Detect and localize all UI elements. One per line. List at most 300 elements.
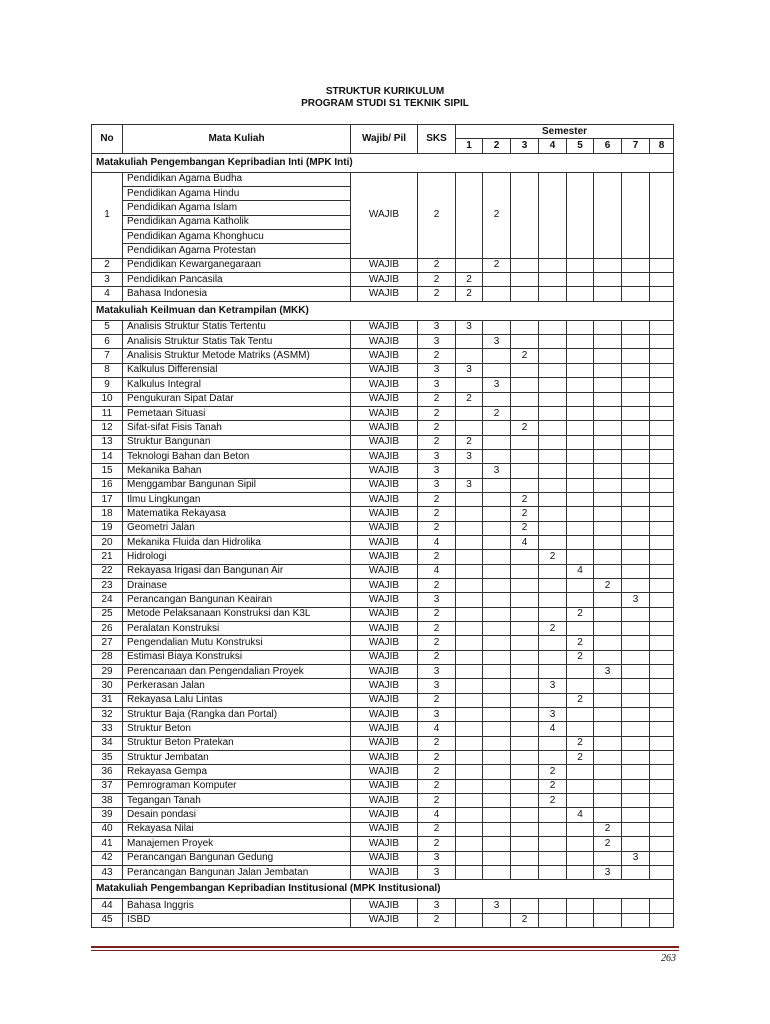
course-sks: 2 xyxy=(418,521,456,535)
semester-cell xyxy=(456,913,483,927)
semester-cell: 2 xyxy=(594,837,622,851)
course-number: 11 xyxy=(92,406,123,420)
semester-cell xyxy=(594,765,622,779)
semester-cell xyxy=(511,722,539,736)
semester-cell xyxy=(567,851,594,865)
course-type: WAJIB xyxy=(351,564,418,578)
semester-cell xyxy=(483,478,511,492)
semester-cell xyxy=(650,464,674,478)
semester-cell xyxy=(511,736,539,750)
semester-cell xyxy=(511,258,539,272)
semester-cell xyxy=(567,865,594,879)
course-sks: 3 xyxy=(418,865,456,879)
course-name: Pendidikan Agama Hindu xyxy=(123,187,351,201)
semester-cell xyxy=(650,349,674,363)
semester-cell xyxy=(622,392,650,406)
table-row xyxy=(92,751,674,765)
semester-cell xyxy=(539,449,567,463)
semester-cell xyxy=(456,722,483,736)
semester-cell xyxy=(483,693,511,707)
course-sks: 2 xyxy=(418,287,456,301)
course-name: Pendidikan Agama Katholik xyxy=(123,215,351,229)
semester-cell xyxy=(650,550,674,564)
course-type: WAJIB xyxy=(351,535,418,549)
course-name: Rekayasa Nilai xyxy=(123,822,351,836)
semester-cell xyxy=(594,636,622,650)
semester-cell xyxy=(594,851,622,865)
semester-cell: 4 xyxy=(567,808,594,822)
semester-cell xyxy=(511,779,539,793)
semester-cell xyxy=(650,679,674,693)
semester-cell xyxy=(622,607,650,621)
course-name: Struktur Jembatan xyxy=(123,751,351,765)
course-type: WAJIB xyxy=(351,492,418,506)
semester-cell xyxy=(567,435,594,449)
semester-cell xyxy=(594,478,622,492)
semester-cell xyxy=(622,273,650,287)
table-row xyxy=(92,507,674,521)
course-sks: 2 xyxy=(418,736,456,750)
section-header-row xyxy=(92,301,674,320)
semester-cell: 3 xyxy=(539,679,567,693)
table-row xyxy=(92,349,674,363)
table-row xyxy=(92,392,674,406)
semester-cell xyxy=(539,464,567,478)
course-number: 35 xyxy=(92,751,123,765)
semester-cell xyxy=(567,392,594,406)
course-sks: 2 xyxy=(418,650,456,664)
course-name: Perencanaan dan Pengendalian Proyek xyxy=(123,665,351,679)
semester-cell xyxy=(539,636,567,650)
semester-cell xyxy=(567,765,594,779)
table-row xyxy=(92,693,674,707)
course-type: WAJIB xyxy=(351,593,418,607)
header-semester-1: 1 xyxy=(456,139,483,153)
semester-cell xyxy=(594,449,622,463)
semester-cell: 2 xyxy=(539,779,567,793)
course-type: WAJIB xyxy=(351,550,418,564)
semester-cell xyxy=(594,899,622,913)
semester-cell: 3 xyxy=(456,320,483,334)
semester-cell xyxy=(622,779,650,793)
semester-cell xyxy=(622,507,650,521)
course-type: WAJIB xyxy=(351,765,418,779)
course-number: 33 xyxy=(92,722,123,736)
table-row xyxy=(92,435,674,449)
semester-cell xyxy=(622,822,650,836)
semester-cell xyxy=(594,507,622,521)
semester-cell xyxy=(650,435,674,449)
table-row xyxy=(92,535,674,549)
course-sks: 4 xyxy=(418,535,456,549)
course-sks: 2 xyxy=(418,578,456,592)
semester-cell xyxy=(650,722,674,736)
course-number: 36 xyxy=(92,765,123,779)
table-row xyxy=(92,808,674,822)
course-type: WAJIB xyxy=(351,622,418,636)
semester-cell: 2 xyxy=(594,822,622,836)
semester-cell xyxy=(483,550,511,564)
semester-cell xyxy=(567,287,594,301)
course-name: Pendidikan Agama Khonghucu xyxy=(123,230,351,244)
course-type: WAJIB xyxy=(351,478,418,492)
semester-cell xyxy=(511,449,539,463)
semester-cell xyxy=(483,765,511,779)
table-row xyxy=(92,550,674,564)
semester-cell xyxy=(650,765,674,779)
course-number: 32 xyxy=(92,708,123,722)
semester-cell xyxy=(622,679,650,693)
semester-cell: 2 xyxy=(567,736,594,750)
semester-cell: 3 xyxy=(483,335,511,349)
course-name: Teknologi Bahan dan Beton xyxy=(123,449,351,463)
semester-cell xyxy=(483,636,511,650)
semester-cell xyxy=(622,751,650,765)
semester-cell xyxy=(650,837,674,851)
semester-cell xyxy=(567,273,594,287)
semester-cell xyxy=(650,578,674,592)
semester-cell xyxy=(622,765,650,779)
semester-cell xyxy=(567,722,594,736)
table-row xyxy=(92,172,674,186)
course-name: Kalkulus Differensial xyxy=(123,363,351,377)
semester-cell xyxy=(539,578,567,592)
header-semester-2: 2 xyxy=(483,139,511,153)
semester-cell xyxy=(594,435,622,449)
course-type: WAJIB xyxy=(351,913,418,927)
semester-cell: 3 xyxy=(483,464,511,478)
semester-cell xyxy=(594,722,622,736)
table-row xyxy=(92,578,674,592)
semester-cell xyxy=(622,665,650,679)
semester-cell xyxy=(511,564,539,578)
semester-cell xyxy=(650,258,674,272)
semester-cell xyxy=(622,535,650,549)
semester-cell xyxy=(622,378,650,392)
semester-cell xyxy=(456,779,483,793)
semester-cell: 2 xyxy=(483,172,511,258)
semester-cell xyxy=(622,578,650,592)
semester-cell xyxy=(594,521,622,535)
semester-cell xyxy=(567,521,594,535)
semester-cell xyxy=(511,335,539,349)
semester-cell xyxy=(622,622,650,636)
course-number: 2 xyxy=(92,258,123,272)
course-number: 7 xyxy=(92,349,123,363)
semester-cell xyxy=(511,679,539,693)
course-number: 20 xyxy=(92,535,123,549)
course-number: 26 xyxy=(92,622,123,636)
course-number: 9 xyxy=(92,378,123,392)
semester-cell xyxy=(594,607,622,621)
table-row xyxy=(92,421,674,435)
semester-cell xyxy=(539,751,567,765)
semester-cell xyxy=(456,378,483,392)
semester-cell: 4 xyxy=(567,564,594,578)
table-row xyxy=(92,492,674,506)
course-number: 34 xyxy=(92,736,123,750)
course-type: WAJIB xyxy=(351,607,418,621)
semester-cell xyxy=(483,913,511,927)
header-semester-3: 3 xyxy=(511,139,539,153)
page-number: 263 xyxy=(661,953,676,964)
course-type: WAJIB xyxy=(351,464,418,478)
semester-cell xyxy=(567,550,594,564)
course-name: Perancangan Bangunan Keairan xyxy=(123,593,351,607)
semester-cell xyxy=(539,521,567,535)
semester-cell: 3 xyxy=(594,865,622,879)
course-number: 37 xyxy=(92,779,123,793)
semester-cell xyxy=(539,492,567,506)
semester-cell xyxy=(511,622,539,636)
semester-cell xyxy=(539,335,567,349)
semester-cell xyxy=(539,913,567,927)
semester-cell xyxy=(622,320,650,334)
semester-cell xyxy=(483,736,511,750)
course-number: 39 xyxy=(92,808,123,822)
course-sks: 3 xyxy=(418,335,456,349)
course-name: Desain pondasi xyxy=(123,808,351,822)
course-sks: 2 xyxy=(418,622,456,636)
semester-cell xyxy=(511,172,539,258)
semester-cell xyxy=(650,421,674,435)
semester-cell xyxy=(511,435,539,449)
course-number: 24 xyxy=(92,593,123,607)
course-number: 17 xyxy=(92,492,123,506)
semester-cell: 2 xyxy=(511,913,539,927)
semester-cell xyxy=(650,449,674,463)
course-name: Pemrograman Komputer xyxy=(123,779,351,793)
header-no: No xyxy=(92,125,123,154)
course-type: WAJIB xyxy=(351,650,418,664)
course-number: 30 xyxy=(92,679,123,693)
course-sks: 2 xyxy=(418,258,456,272)
semester-cell xyxy=(456,507,483,521)
semester-cell xyxy=(456,578,483,592)
table-row xyxy=(92,837,674,851)
course-name: Sifat-sifat Fisis Tanah xyxy=(123,421,351,435)
course-sks: 2 xyxy=(418,435,456,449)
course-number: 4 xyxy=(92,287,123,301)
table-row xyxy=(92,779,674,793)
semester-cell xyxy=(483,449,511,463)
semester-cell xyxy=(594,492,622,506)
semester-cell xyxy=(567,708,594,722)
header-semester-7: 7 xyxy=(622,139,650,153)
semester-cell: 2 xyxy=(456,435,483,449)
semester-cell xyxy=(456,564,483,578)
course-number: 42 xyxy=(92,851,123,865)
course-number: 1 xyxy=(92,172,123,258)
course-type: WAJIB xyxy=(351,521,418,535)
semester-cell xyxy=(650,865,674,879)
semester-cell xyxy=(567,363,594,377)
semester-cell xyxy=(511,464,539,478)
semester-cell xyxy=(567,464,594,478)
semester-cell xyxy=(483,392,511,406)
course-sks: 2 xyxy=(418,765,456,779)
semester-cell xyxy=(594,363,622,377)
course-type: WAJIB xyxy=(351,435,418,449)
semester-cell xyxy=(622,464,650,478)
semester-cell xyxy=(539,899,567,913)
semester-cell xyxy=(483,273,511,287)
course-number: 28 xyxy=(92,650,123,664)
footer-rule-thin xyxy=(91,950,679,951)
semester-cell xyxy=(650,564,674,578)
semester-cell xyxy=(650,693,674,707)
course-number: 38 xyxy=(92,794,123,808)
course-number: 3 xyxy=(92,273,123,287)
semester-cell xyxy=(594,708,622,722)
course-number: 5 xyxy=(92,320,123,334)
semester-cell: 4 xyxy=(511,535,539,549)
course-sks: 2 xyxy=(418,693,456,707)
table-row xyxy=(92,822,674,836)
section-title: Matakuliah Keilmuan dan Ketrampilan (MKK) xyxy=(92,301,674,320)
semester-cell xyxy=(511,320,539,334)
semester-cell xyxy=(594,679,622,693)
table-row xyxy=(92,378,674,392)
course-sks: 2 xyxy=(418,607,456,621)
course-type: WAJIB xyxy=(351,693,418,707)
course-type: WAJIB xyxy=(351,679,418,693)
semester-cell xyxy=(594,172,622,258)
semester-cell xyxy=(483,349,511,363)
semester-cell xyxy=(594,550,622,564)
semester-cell xyxy=(650,622,674,636)
semester-cell xyxy=(511,650,539,664)
course-type: WAJIB xyxy=(351,392,418,406)
semester-cell xyxy=(622,636,650,650)
semester-cell xyxy=(567,320,594,334)
course-type: WAJIB xyxy=(351,258,418,272)
course-name: Pengukuran Sipat Datar xyxy=(123,392,351,406)
semester-cell xyxy=(456,851,483,865)
semester-cell xyxy=(622,449,650,463)
semester-cell xyxy=(622,794,650,808)
semester-cell xyxy=(539,808,567,822)
semester-cell xyxy=(539,349,567,363)
course-sks: 3 xyxy=(418,449,456,463)
semester-cell xyxy=(511,363,539,377)
table-row xyxy=(92,679,674,693)
semester-cell xyxy=(567,478,594,492)
semester-cell xyxy=(567,535,594,549)
course-type: WAJIB xyxy=(351,578,418,592)
semester-cell xyxy=(456,765,483,779)
semester-cell xyxy=(650,273,674,287)
course-number: 44 xyxy=(92,899,123,913)
semester-cell xyxy=(511,899,539,913)
table-row xyxy=(92,899,674,913)
semester-cell xyxy=(650,708,674,722)
semester-cell xyxy=(622,564,650,578)
table-row xyxy=(92,464,674,478)
semester-cell xyxy=(622,913,650,927)
section-header-row xyxy=(92,880,674,899)
semester-cell xyxy=(567,507,594,521)
course-name: Matematika Rekayasa xyxy=(123,507,351,521)
table-row xyxy=(92,273,674,287)
semester-cell xyxy=(567,378,594,392)
table-row xyxy=(92,449,674,463)
course-type: WAJIB xyxy=(351,899,418,913)
table-row xyxy=(92,258,674,272)
semester-cell xyxy=(622,435,650,449)
semester-cell xyxy=(567,335,594,349)
course-name: Hidrologi xyxy=(123,550,351,564)
semester-cell xyxy=(567,822,594,836)
semester-cell xyxy=(456,550,483,564)
course-sks: 2 xyxy=(418,751,456,765)
course-number: 45 xyxy=(92,913,123,927)
course-name: Analisis Struktur Statis Tak Tentu xyxy=(123,335,351,349)
semester-cell: 2 xyxy=(483,406,511,420)
semester-cell xyxy=(650,363,674,377)
semester-cell xyxy=(483,622,511,636)
semester-cell xyxy=(483,535,511,549)
semester-cell xyxy=(650,607,674,621)
semester-cell xyxy=(483,808,511,822)
course-type: WAJIB xyxy=(351,808,418,822)
course-number: 10 xyxy=(92,392,123,406)
semester-cell: 2 xyxy=(511,349,539,363)
semester-cell xyxy=(511,808,539,822)
semester-cell xyxy=(567,593,594,607)
table-row xyxy=(92,722,674,736)
course-number: 25 xyxy=(92,607,123,621)
semester-cell xyxy=(650,406,674,420)
semester-cell xyxy=(650,899,674,913)
course-name: Mekanika Fluida dan Hidrolika xyxy=(123,535,351,549)
semester-cell xyxy=(456,736,483,750)
semester-cell xyxy=(650,172,674,258)
semester-cell xyxy=(567,349,594,363)
table-row xyxy=(92,851,674,865)
semester-cell xyxy=(511,578,539,592)
course-name: Menggambar Bangunan Sipil xyxy=(123,478,351,492)
semester-cell xyxy=(483,708,511,722)
course-number: 40 xyxy=(92,822,123,836)
course-number: 41 xyxy=(92,837,123,851)
semester-cell xyxy=(511,822,539,836)
course-number: 31 xyxy=(92,693,123,707)
course-type: WAJIB xyxy=(351,708,418,722)
document-title-line1: STRUKTUR KURIKULUM xyxy=(325,86,445,97)
semester-cell xyxy=(456,535,483,549)
semester-cell xyxy=(539,564,567,578)
semester-cell xyxy=(456,492,483,506)
semester-cell: 2 xyxy=(511,421,539,435)
semester-cell xyxy=(539,421,567,435)
semester-cell xyxy=(650,851,674,865)
semester-cell: 2 xyxy=(567,650,594,664)
course-type: WAJIB xyxy=(351,172,418,258)
header-sks: SKS xyxy=(418,125,456,154)
semester-cell xyxy=(539,363,567,377)
semester-cell xyxy=(483,851,511,865)
semester-cell xyxy=(567,622,594,636)
semester-cell xyxy=(594,794,622,808)
semester-cell xyxy=(594,693,622,707)
semester-cell: 4 xyxy=(539,722,567,736)
semester-cell xyxy=(594,392,622,406)
semester-cell xyxy=(456,751,483,765)
curriculum-table xyxy=(91,124,674,928)
semester-cell xyxy=(622,421,650,435)
course-name: Rekayasa Lalu Lintas xyxy=(123,693,351,707)
